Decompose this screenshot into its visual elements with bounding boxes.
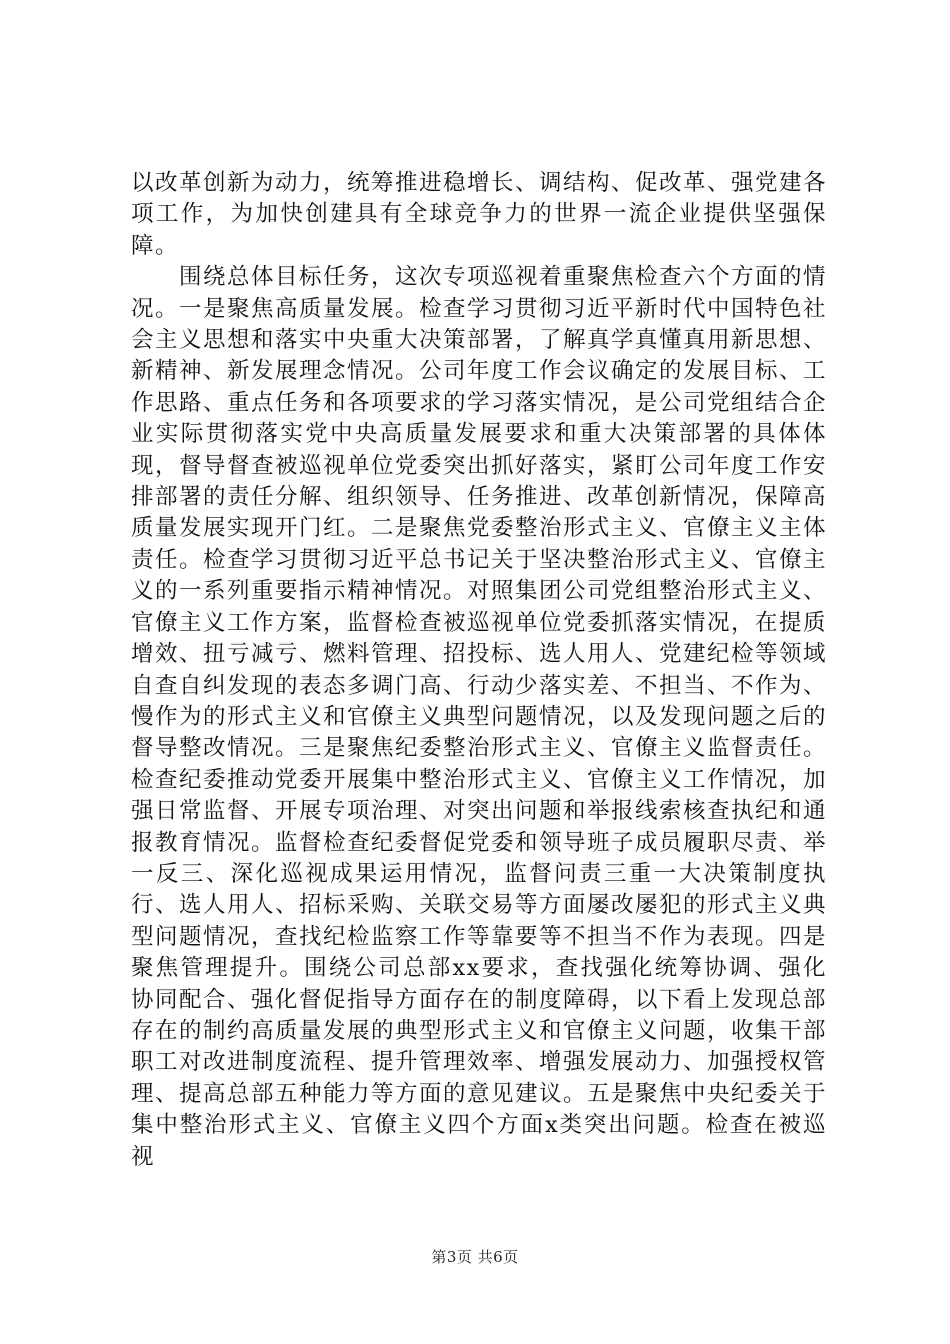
document-body — [131, 168, 827, 1173]
paragraph-continuation: 以改革创新为动力，统筹推进稳增长、调结构、促改革、强党建各项工作，为加快创建具有全球竞争力的世界一流企业提供坚强保障。 — [131, 170, 828, 259]
page-number-footer: 第3页 共6页 — [431, 1248, 519, 1266]
paragraph-inspection-focus: 围绕总体目标任务，这次专项巡视着重聚焦检查六个方面的情况。一是聚焦高质量发展。检查学习贯彻习近平新时代中国特色社会主义思想和落实中央重大决策部署，了解真学真懂真用新思想、新精神、新发展理念情况。公司年度工作会议确定的发展目标、工作思路、重点任务和各项要求的学习落实情况，是公司党组结合企业实际贯彻落实党中央高质量发展要求和重大决策部署的具体体现，督导督查被巡视单位党委突出抓好落实，紧盯公司年度工作安排部署的责任分解、组织领导、任务推进、改革创新情况，保障高质量发展实现开门红。二是聚焦党委整治形式主义、官僚主义主体责任。检查学习贯彻习近平总书记关于坚决整治形式主义、官僚主义的一系列重要指示精神情况。对照集团公司党组整治形式主义、官僚主义工作方案，监督检查被巡视单位党委抓落实情况，在提质增效、扭亏减亏、燃料管理、招投标、选人用人、党建纪检等领域自查自纠发现的表态多调门高、行动少落实差、不担当、不作为、慢作为的形式主义和官僚主义典型问题情况，以及发现问题之后的督导整改情况。三是聚焦纪委整治形式主义、官僚主义监督责任。检查纪委推动党委开展集中整治形式主义、官僚主义工作情况，加强日常监督、开展专项治理、对突出问题和举报线索核查执纪和通报教育情况。监督检查纪委督促党委和领导班子成员履职尽责、举一反三、深化巡视成果运用情况，监督问责三重一大决策制度执行、选人用人、招标采购、关联交易等方面屡改屡犯的形式主义典型问题情况，查找纪检监察工作等靠要等不担当不作为表现。四是聚焦管理提升。围绕公司总部xx要求，查找强化统筹协调、强化协同配合、强化督促指导方面存在的制度障碍，以下看上发现总部存在的制约高质量发展的典型形式主义和官僚主义问题，收集干部职工对改进制度流程、提升管理效率、增强发展动力、加强授权管理、提高总部五种能力等方面的意见建议。五是聚焦中央纪委关于集中整治形式主义、官僚主义四个方面x类突出问题。检查在被巡视 — [131, 264, 828, 1170]
